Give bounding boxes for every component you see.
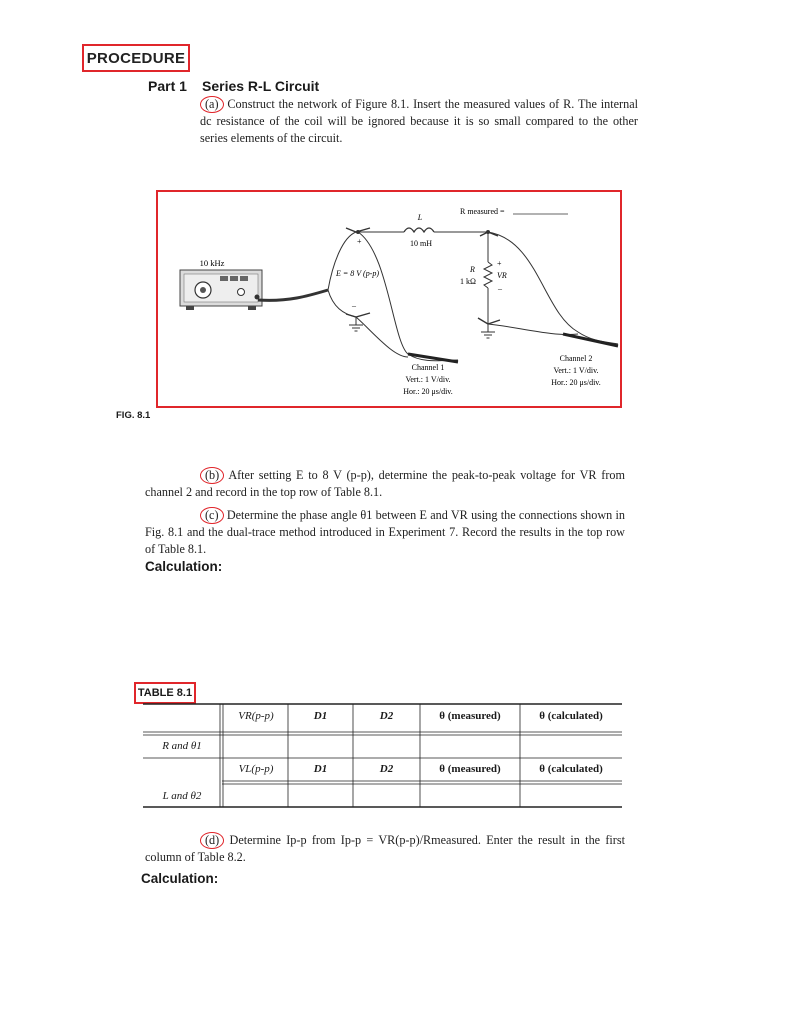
channel2-lead (488, 232, 618, 344)
resistor-value: 1 kΩ (460, 277, 476, 286)
step-c-text: Determine the phase angle θ1 between E and VR using the connections shown in Fig. 8.1 and the dual-trace method introduced in Experiment 7. Record the results in the top row of Table 8.1. (145, 508, 625, 556)
figure-label: FIG. 8.1 (116, 410, 151, 421)
header1-theta-calculated: θ (calculated) (539, 710, 603, 722)
r-measured-label: R measured = (460, 207, 505, 216)
resistor-symbol (484, 262, 492, 288)
inductor-label: L (417, 213, 423, 222)
channel1-hor: Hor.: 20 μs/div. (403, 387, 453, 396)
source-minus: – (352, 301, 356, 310)
header2-vl: VL(p-p) (238, 763, 274, 775)
header1-theta-measured: θ (measured) (439, 710, 501, 722)
step-d (145, 832, 625, 866)
part-number: Part 1 (148, 78, 187, 94)
header1-vr: VR(p-p) (238, 710, 274, 722)
channel2-probe-clip (480, 230, 498, 236)
header1-d2: D2 (379, 710, 394, 722)
step-c-marker: (c) (200, 507, 224, 524)
step-a (200, 96, 638, 147)
part-title: Series R-L Circuit (202, 78, 320, 94)
step-a-text: Construct the network of Figure 8.1. Insert the measured values of R. The internal dc resistance of the coil will be ignored because it is so small compared to the other series elements of the circuit. (200, 97, 638, 145)
step-c (145, 507, 625, 558)
header2-d2: D2 (379, 763, 394, 775)
vr-label: VR (497, 271, 507, 280)
channel1-vert: Vert.: 1 V/div. (405, 375, 451, 384)
row2-label: L and θ2 (162, 790, 202, 802)
circuit-diagram (158, 192, 620, 406)
channel2-hor: Hor.: 20 μs/div. (551, 378, 601, 387)
channel1-lead (358, 232, 458, 361)
resistor-label: R (470, 265, 475, 274)
header2-theta-calculated: θ (calculated) (539, 763, 603, 775)
inductor-value: 10 mH (410, 239, 432, 248)
step-a-marker: (a) (200, 96, 224, 113)
header2-d1: D1 (313, 763, 328, 775)
source-label: E = 8 V (p-p) (336, 269, 380, 278)
generator-frequency: 10 kHz (199, 258, 225, 268)
table-label: TABLE 8.1 (134, 682, 196, 704)
header2-theta-measured: θ (measured) (439, 763, 501, 775)
function-generator (180, 270, 262, 310)
step-b-text: After setting E to 8 V (p-p), determine the peak-to-peak voltage for VR from channel 2 and record in the top row of Table 8.1. (145, 468, 625, 499)
calculation-label: Calculation: (145, 559, 223, 574)
ground-icon (478, 318, 500, 338)
resistor-plus: + (497, 259, 502, 268)
figure-8-1 (156, 190, 622, 408)
source-plus: + (357, 237, 362, 246)
channel2-title: Channel 2 (559, 354, 593, 363)
procedure-heading: PROCEDURE (82, 44, 190, 72)
channel1-title: Channel 1 (411, 363, 445, 372)
resistor-minus: – (498, 284, 502, 293)
step-b-marker: (b) (200, 467, 224, 484)
source-ground-icon (346, 313, 370, 331)
inductor-symbol (404, 228, 434, 232)
header1-d1: D1 (313, 710, 328, 722)
row1-label: R and θ1 (162, 740, 202, 752)
source-plus-clip (346, 228, 370, 234)
step-b (145, 467, 625, 501)
channel2-probe (563, 334, 618, 346)
step-d-marker: (d) (200, 832, 224, 849)
step-d-text: Determine Ip-p from Ip-p = VR(p-p)/Rmeasured. Enter the result in the first column of Table 8.2. (145, 833, 625, 864)
channel2-vert: Vert.: 1 V/div. (553, 366, 599, 375)
calculation-label-2: Calculation: (141, 871, 219, 886)
